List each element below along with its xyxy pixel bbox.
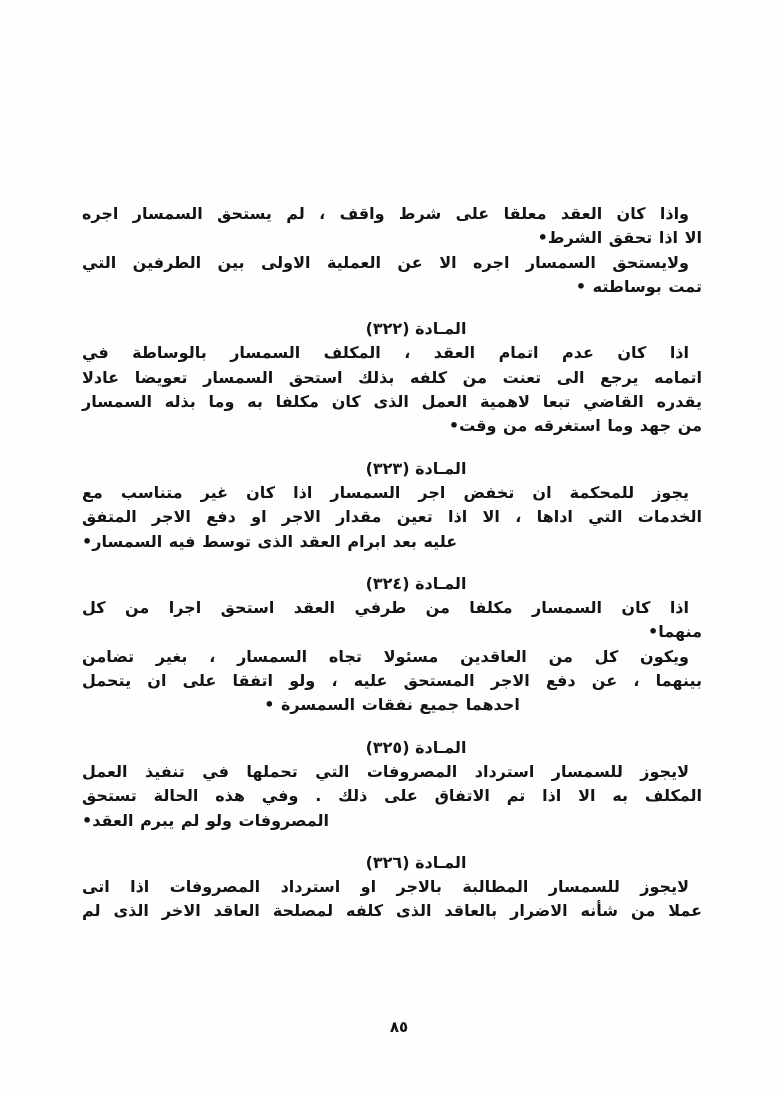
text-line: لايجوز للسمسار استرداد المصروفات التي تحملها في تنفيذ العمل	[82, 761, 689, 781]
paragraph	[82, 760, 702, 833]
page-number: ٨٥	[389, 1018, 409, 1036]
text-line: المكلف به الا اذا تم الاتفاق على ذلك . وفي هذه الحالة تستحق	[82, 786, 702, 806]
text-line: عملا من شأنه الاضرار بالعاقد الذى كلفه لمصلحة العاقد الاخر الذى لم	[82, 901, 702, 921]
article-heading: المـادة (٣٢٥)	[365, 737, 467, 757]
paragraph	[82, 596, 702, 645]
text-line: من جهد وما استغرقه من وقت•	[448, 416, 702, 436]
article-heading: المـادة (٣٢٣)	[365, 458, 467, 478]
text-line: الخدمات التي اداها ، الا اذا تعين مقدار الاجر او دفع الاجر المتفق	[82, 507, 702, 527]
text-line: المصروفات ولو لم يبرم العقد•	[82, 810, 329, 830]
page-content	[82, 202, 702, 924]
text-line: واذا كان العقد معلقا على شرط واقف ، لم يستحق السمسار اجره	[82, 204, 689, 223]
text-line: تمت بوساطته •	[575, 276, 702, 296]
paragraph	[82, 875, 702, 924]
text-line: لايجوز للسمسار المطالبة بالاجر او استرداد المصروفات اذا اتى	[82, 877, 689, 897]
paragraph	[82, 481, 702, 554]
text-line: بينهما ، عن دفع الاجر المستحق عليه ، ولو اتفقا على ان يتحمل	[82, 671, 702, 691]
text-line: الا اذا تحقق الشرط•	[537, 228, 702, 248]
article-heading: المـادة (٣٢٢)	[365, 319, 467, 339]
text-line: احدهما جميع نفقات السمسرة •	[264, 695, 520, 715]
text-line: ويكون كل من العاقدين مسئولا تجاه السمسار ، بغير تضامن	[82, 646, 689, 666]
text-line: يجوز للمحكمة ان تخفض اجر السمسار اذا كان غير متناسب مع	[82, 482, 689, 502]
paragraph	[82, 202, 702, 251]
paragraph	[82, 645, 702, 718]
text-line: يقدره القاضي تبعا لاهمية العمل الذى كان مكلفا به وما بذله السمسار	[82, 392, 702, 412]
paragraph	[82, 251, 702, 300]
text-line: ولايستحق السمسار اجره الا عن العملية الاولى بين الطرفين التي	[82, 252, 689, 272]
article-heading: المـادة (٣٢٤)	[365, 573, 467, 593]
paragraph	[82, 341, 702, 438]
text-line: اذا كان السمسار مكلفا من طرفي العقد استحق اجرا من كل	[82, 598, 689, 618]
text-line: اذا كان عدم اتمام العقد ، المكلف السمسار بالوساطة في	[82, 343, 689, 363]
article-heading: المـادة (٣٢٦)	[365, 852, 467, 872]
text-line: منهما•	[648, 622, 702, 642]
text-line: اتمامه يرجع الى تعنت من كلفه بذلك استحق السمسار تعويضا عادلا	[82, 367, 702, 387]
text-line: عليه بعد ابرام العقد الذى توسط فيه السمسار•	[82, 531, 458, 551]
